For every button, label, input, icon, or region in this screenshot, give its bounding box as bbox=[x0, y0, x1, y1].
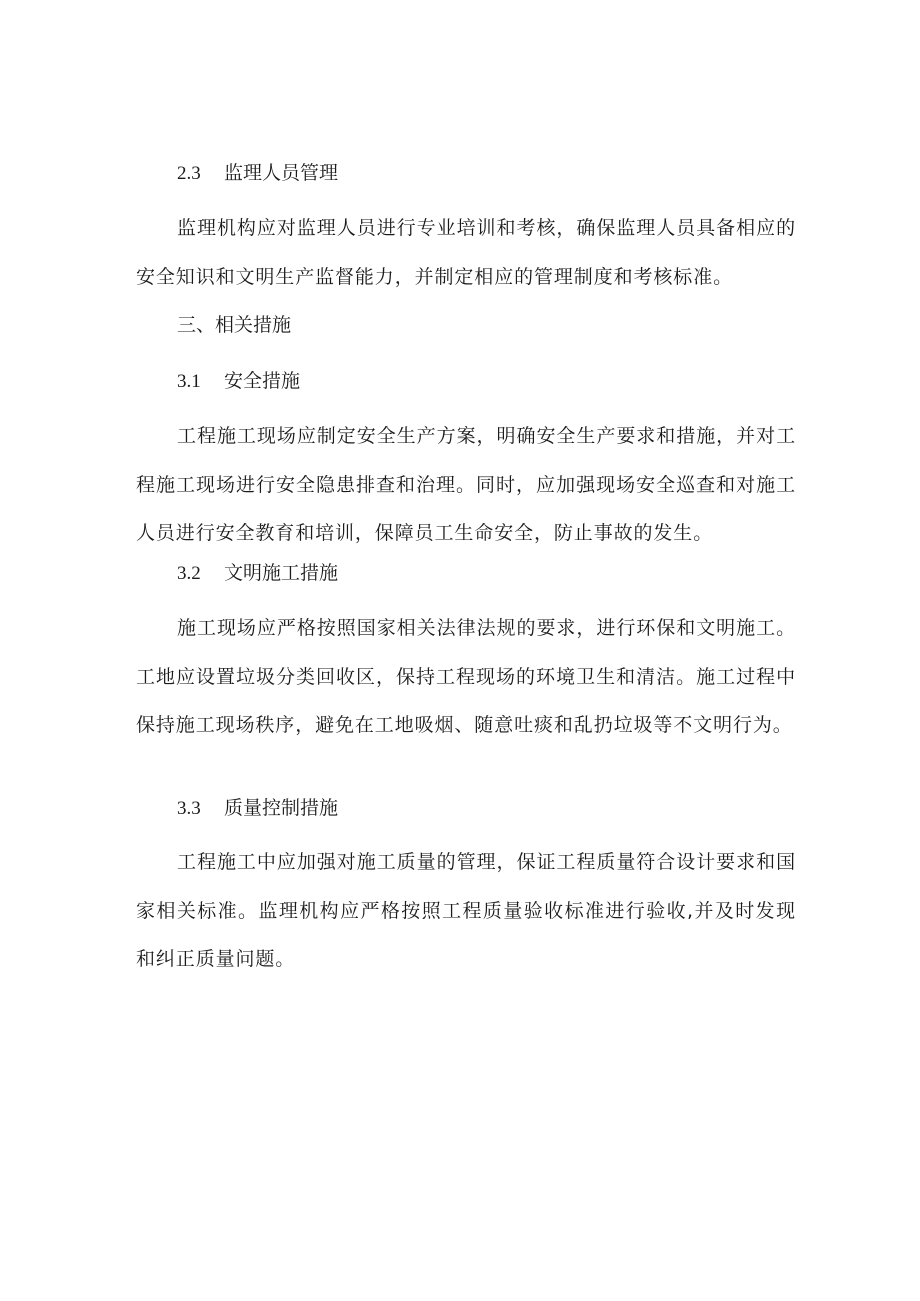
section-title: 三、相关措施 bbox=[177, 314, 292, 336]
section-number: 2.3 bbox=[177, 163, 201, 184]
paragraph-quality-control: 工程施工中应加强对施工质量的管理，保证工程质量符合设计要求和国家相关标准。监理机构应严格按照工程质量验收标准进行验收,并及时发现和纠正质量问题。 bbox=[136, 851, 796, 970]
paragraph-safety-measures: 工程施工现场应制定安全生产方案，明确安全生产要求和措施，并对工程施工现场进行安全隐患排查和治理。同时，应加强现场安全巡查和对施工人员进行安全教育和培训，保障员工生命安全，防止事故的发生。 bbox=[136, 425, 796, 544]
section-title: 质量控制措施 bbox=[224, 797, 339, 819]
section-heading-2-3 bbox=[177, 160, 338, 187]
section-number: 3.2 bbox=[177, 563, 201, 584]
section-number: 3.1 bbox=[177, 371, 201, 392]
paragraph-personnel-management: 监理机构应对监理人员进行专业培训和考核，确保监理人员具备相应的安全知识和文明生产监督能力，并制定相应的管理制度和考核标准。 bbox=[136, 217, 796, 288]
paragraph-civilized-construction: 施工现场应严格按照国家相关法律法规的要求，进行环保和文明施工。工地应设置垃圾分类回收区，保持工程现场的环境卫生和清洁。施工过程中保持施工现场秩序，避免在工地吸烟、随意吐痰和乱扔垃圾等不文明行为。 bbox=[136, 617, 796, 736]
section-number: 3.3 bbox=[177, 798, 201, 819]
section-heading-3-2 bbox=[177, 560, 338, 587]
section-heading-3-3 bbox=[177, 795, 338, 822]
section-title: 文明施工措施 bbox=[224, 562, 339, 584]
section-title: 安全措施 bbox=[224, 370, 301, 392]
section-heading-3 bbox=[177, 312, 291, 338]
section-heading-3-1 bbox=[177, 368, 300, 395]
section-title: 监理人员管理 bbox=[224, 162, 339, 184]
